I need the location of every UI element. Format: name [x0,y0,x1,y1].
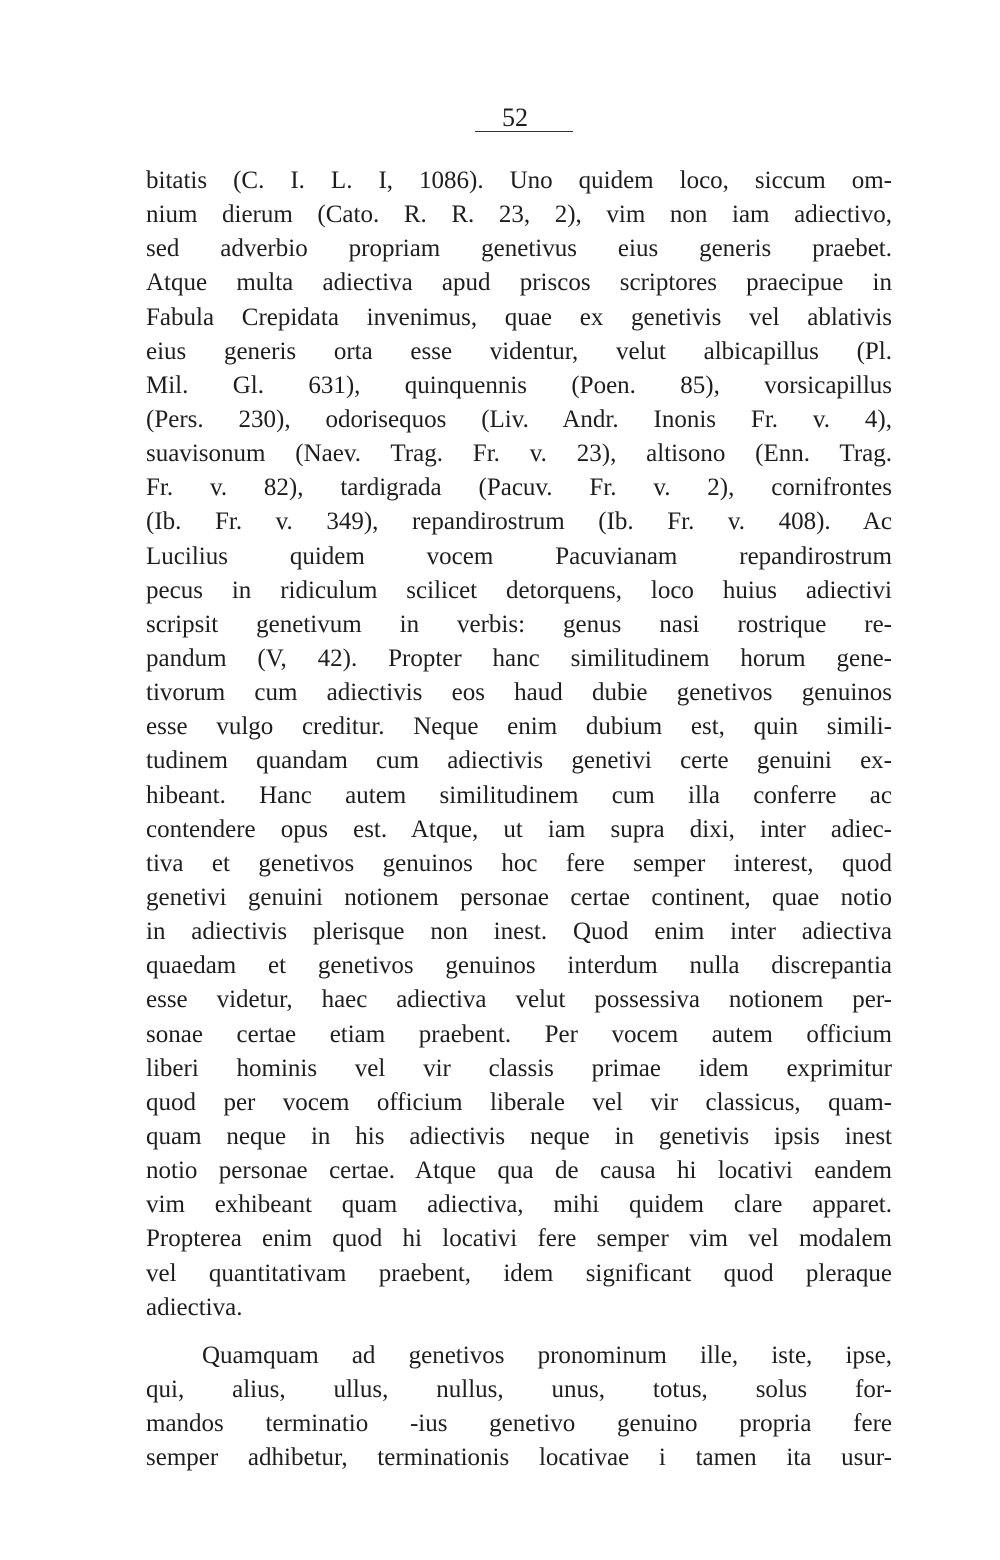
text-line: quaedam et genetivos genuinos interdum nulla discrepantia [146,952,892,980]
text-line: esse videtur, haec adiectiva velut possessiva notionem per- [146,986,892,1014]
text-line: tudinem quandam cum adiectivis genetivi certe genuini ex- [146,747,892,775]
page-number: 52 [502,103,528,132]
text-line: quam neque in his adiectivis neque in genetivis ipsis inest [146,1122,892,1150]
paragraph-gap [146,1325,892,1339]
text-line: quod per vocem officium liberale vel vir classicus, quam- [146,1088,892,1116]
text-line: pecus in ridiculum scilicet detorquens, loco huius adiectivi [146,576,892,604]
text-line: sed adverbio propriam genetivus eius generis praebet. [146,235,892,263]
text-line: sonae certae etiam praebent. Per vocem autem officium [146,1020,892,1048]
text-line: liberi hominis vel vir classis primae idem exprimitur [146,1054,892,1082]
text-line: Atque multa adiectiva apud priscos scriptores praecipue in [146,269,892,297]
text-line: eius generis orta esse videntur, velut albicapillus (Pl. [146,337,892,365]
text-line: adiectiva. [146,1293,243,1321]
text-line: vim exhibeant quam adiectiva, mihi quidem clare apparet. [146,1191,892,1219]
text-line: vel quantitativam praebent, idem significant quod pleraque [146,1259,892,1287]
body-text [146,164,892,1475]
text-line: Mil. Gl. 631), quinquennis (Poen. 85), vorsicapillus [146,371,892,399]
text-line: nium dierum (Cato. R. R. 23, 2), vim non iam adiectivo, [146,201,892,229]
paragraph-1 [146,164,892,1325]
text-line: Lucilius quidem vocem Pacuvianam repandirostrum [146,542,892,570]
paragraph-2 [146,1339,892,1476]
text-line: scripsit genetivum in verbis: genus nasi rostrique re- [146,610,892,638]
text-line: (Pers. 230), odorisequos (Liv. Andr. Inonis Fr. v. 4), [146,405,892,433]
text-line: contendere opus est. Atque, ut iam supra dixi, inter adiec- [146,815,892,843]
text-line: pandum (V, 42). Propter hanc similitudinem horum gene- [146,644,892,672]
text-line: suavisonum (Naev. Trag. Fr. v. 23), altisono (Enn. Trag. [146,440,892,468]
text-line: (Ib. Fr. v. 349), repandirostrum (Ib. Fr. v. 408). Ac [146,508,892,536]
text-line: Propterea enim quod hi locativi fere semper vim vel modalem [146,1225,892,1253]
text-line: Fr. v. 82), tardigrada (Pacuv. Fr. v. 2), cornifrontes [146,474,892,502]
text-line: qui, alius, ullus, nullus, unus, totus, solus for- [146,1375,892,1403]
text-line: semper adhibetur, terminationis locativae i tamen ita usur- [146,1444,892,1472]
text-line: genetivi genuini notionem personae certae continent, quae notio [146,883,892,911]
text-line: notio personae certae. Atque qua de causa hi locativi eandem [146,1157,892,1185]
page-number-rule [475,131,573,132]
text-line: in adiectivis plerisque non inest. Quod enim inter adiectiva [146,918,892,946]
text-line: Quamquam ad genetivos pronominum ille, iste, ipse, [202,1341,892,1369]
text-line: tiva et genetivos genuinos hoc fere semper interest, quod [146,849,892,877]
text-line: Fabula Crepidata invenimus, quae ex genetivis vel ablativis [146,303,892,331]
text-line: mandos terminatio -ius genetivo genuino propria fere [146,1410,892,1438]
text-line: hibeant. Hanc autem similitudinem cum illa conferre ac [146,781,892,809]
text-line: bitatis (C. I. L. I, 1086). Uno quidem loco, siccum om- [146,167,892,194]
text-line: tivorum cum adiectivis eos haud dubie genetivos genuinos [146,679,892,707]
text-line: esse vulgo creditur. Neque enim dubium est, quin simili- [146,713,892,741]
